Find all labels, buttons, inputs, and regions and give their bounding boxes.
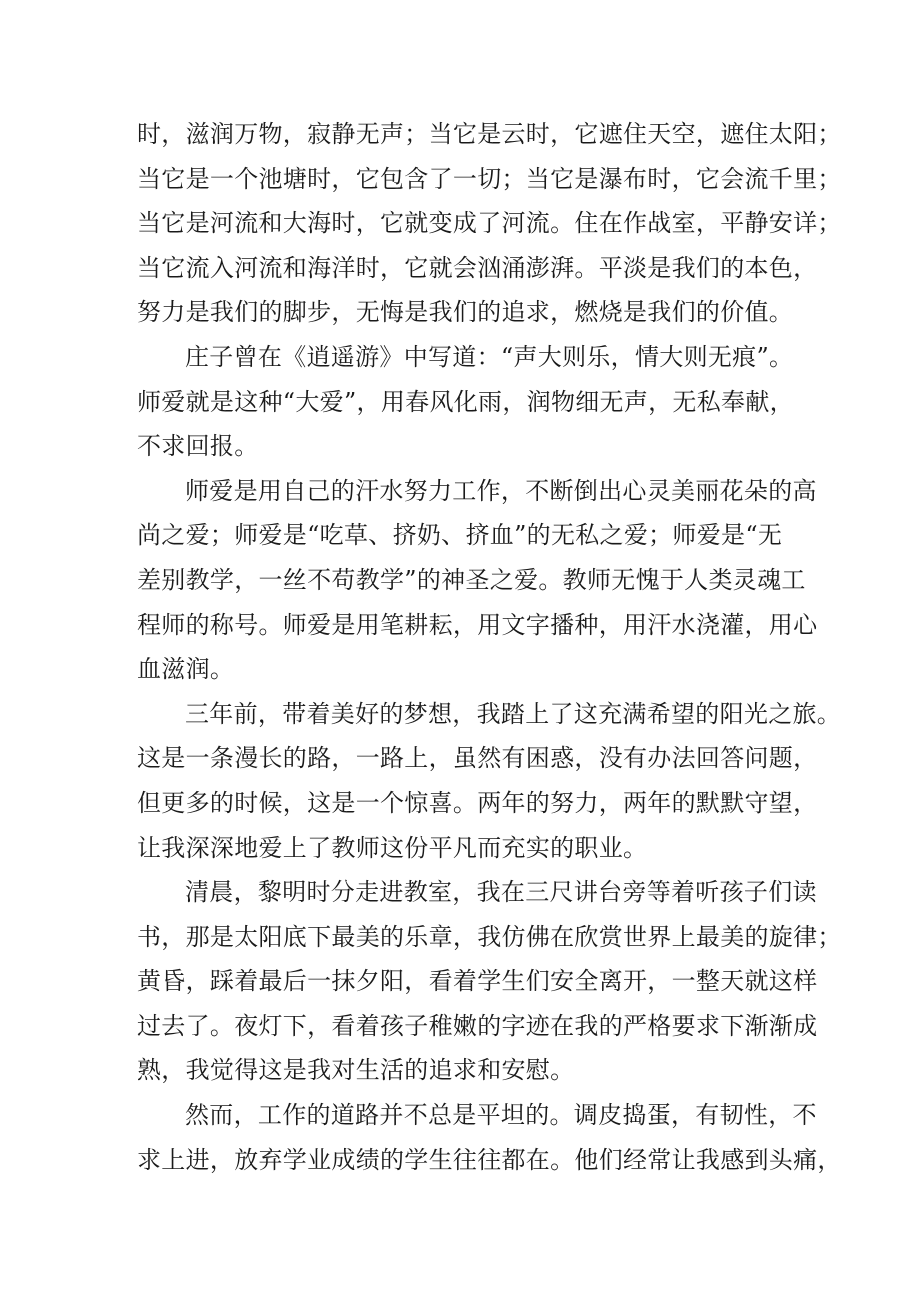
text-line: 努力是我们的脚步，无悔是我们的追求，燃烧是我们的价值。 bbox=[137, 298, 794, 327]
text-line: 血滋润。 bbox=[137, 655, 235, 684]
text-line: 书，那是太阳底下最美的乐章，我仿佛在欣赏世界上最美的旋律； bbox=[137, 922, 842, 951]
text-line: 当它是河流和大海时，它就变成了河流。住在作战室，平静安详； bbox=[137, 209, 842, 238]
text-line: 尚之爱；师爱是“吃草、挤奶、挤血”的无私之爱；师爱是“无 bbox=[137, 521, 783, 550]
text-line: 熟，我觉得这是我对生活的追求和安慰。 bbox=[137, 1056, 575, 1085]
text-line: 当它是一个池塘时，它包含了一切；当它是瀑布时，它会流千里； bbox=[137, 164, 842, 193]
text-line: 师爱就是这种“大爱”，用春风化雨，润物细无声，无私奉献， bbox=[137, 387, 794, 416]
text-line: 黄昏，踩着最后一抹夕阳，看着学生们安全离开，一整天就这样 bbox=[137, 967, 818, 996]
text-line: 不求回报。 bbox=[137, 432, 259, 461]
paragraph-first-line: 庄子曾在《逍遥游》中写道：“声大则乐，情大则无痕”。 bbox=[185, 342, 794, 371]
text-line: 求上进，放弃学业成绩的学生往往都在。他们经常让我感到头痛， bbox=[137, 1145, 842, 1174]
paragraph-first-line: 然而，工作的道路并不总是平坦的。调皮捣蛋，有韧性，不 bbox=[185, 1101, 817, 1130]
paragraph-first-line: 清晨，黎明时分走进教室，我在三尺讲台旁等着听孩子们读 bbox=[185, 878, 817, 907]
paragraph-first-line: 师爱是用自己的汗水努力工作，不断倒出心灵美丽花朵的高 bbox=[185, 476, 817, 505]
paragraph-first-line: 三年前，带着美好的梦想，我踏上了这充满希望的阳光之旅。 bbox=[185, 699, 842, 728]
text-line: 差别教学，一丝不苟教学”的神圣之爱。教师无愧于人类灵魂工 bbox=[137, 565, 806, 594]
text-line: 时，滋润万物，寂静无声；当它是云时，它遮住天空，遮住太阳； bbox=[137, 120, 842, 148]
body-text bbox=[137, 112, 842, 1182]
text-line: 但更多的时候，这是一个惊喜。两年的努力，两年的默默守望， bbox=[137, 788, 818, 817]
text-line: 程师的称号。师爱是用笔耕耘，用文字播种，用汗水浇灌，用心 bbox=[137, 610, 818, 639]
text-line: 这是一条漫长的路，一路上，虽然有困惑，没有办法回答问题， bbox=[137, 744, 818, 773]
text-line: 过去了。夜灯下，看着孩子稚嫩的字迹在我的严格要求下渐渐成 bbox=[137, 1011, 818, 1040]
text-line: 让我深深地爱上了教师这份平凡而充实的职业。 bbox=[137, 833, 648, 862]
text-line: 当它流入河流和海洋时，它就会汹涌澎湃。平淡是我们的本色， bbox=[137, 253, 818, 282]
